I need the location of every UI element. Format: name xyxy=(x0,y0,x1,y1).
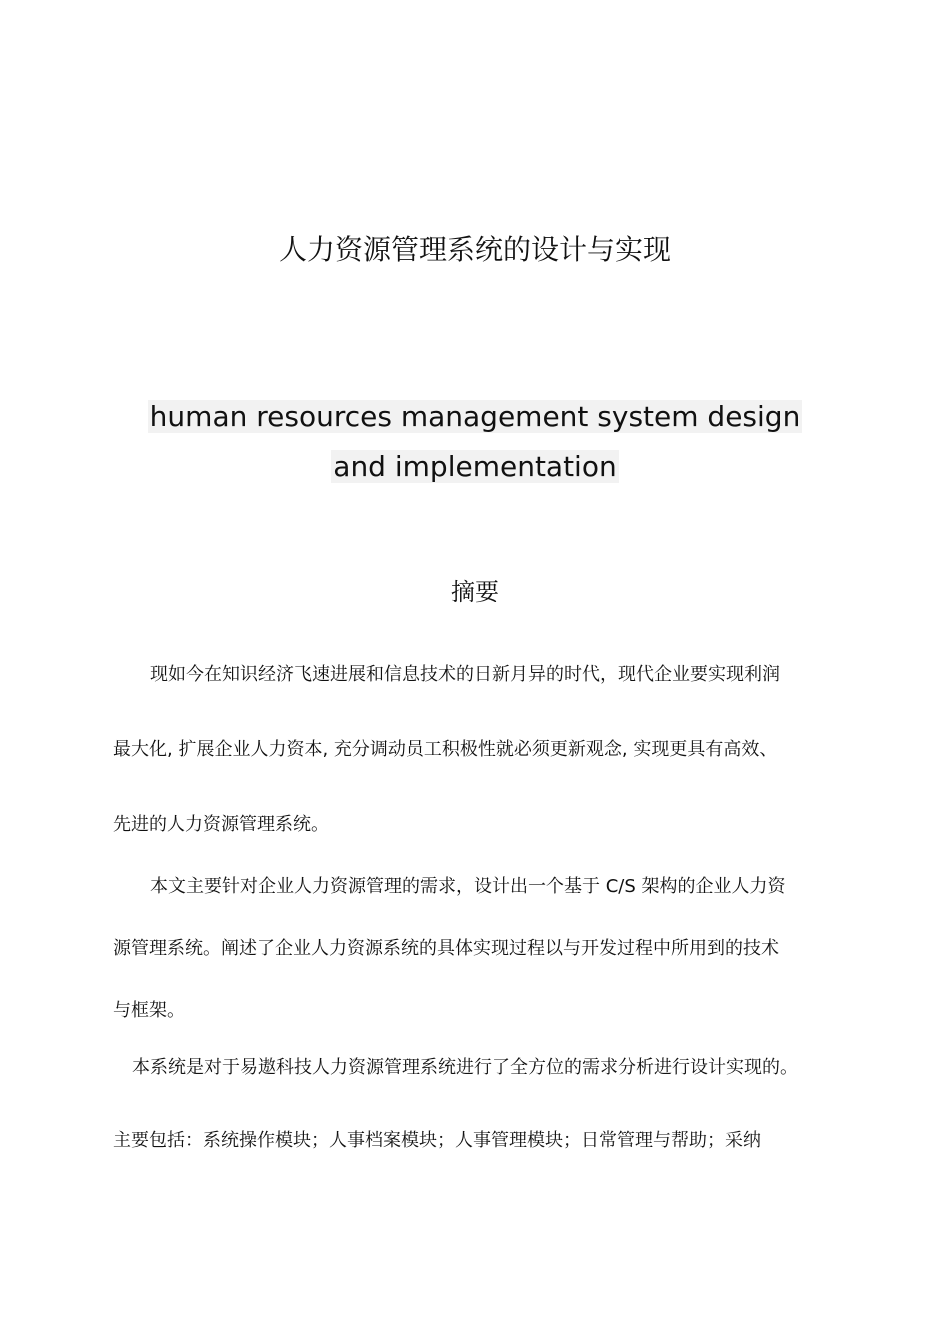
english-title-line-1: human resources management system design xyxy=(149,400,801,433)
paragraph-2-line-1: 本文主要针对企业人力资源管理的需求，设计出一个基于 C/S 架构的企业人力资 xyxy=(150,876,786,897)
paragraph-3-line-2: 主要包括：系统操作模块；人事档案模块；人事管理模块；日常管理与帮助；采纳 xyxy=(113,1130,761,1151)
paragraph-3-line-1: 本系统是对于易遨科技人力资源管理系统进行了全方位的需求分析进行设计实现的。 xyxy=(132,1057,798,1078)
paragraph-2-line-2: 源管理系统。阐述了企业人力资源系统的具体实现过程以与开发过程中所用到的技术 xyxy=(113,938,779,959)
paragraph-2-line-3: 与框架。 xyxy=(113,1000,185,1021)
abstract-heading: 摘要 xyxy=(451,578,499,606)
english-title-line-2: and implementation xyxy=(333,450,617,483)
english-title xyxy=(0,392,950,492)
chinese-title: 人力资源管理系统的设计与实现 xyxy=(278,233,671,266)
paragraph-1-line-3: 先进的人力资源管理系统。 xyxy=(113,814,329,835)
paragraph-1-line-1: 现如今在知识经济飞速进展和信息技术的日新月异的时代，现代企业要实现利润 xyxy=(150,664,780,685)
paragraph-1-line-2: 最大化, 扩展企业人力资本, 充分调动员工积极性就必须更新观念, 实现更具有高效、 xyxy=(113,739,778,760)
